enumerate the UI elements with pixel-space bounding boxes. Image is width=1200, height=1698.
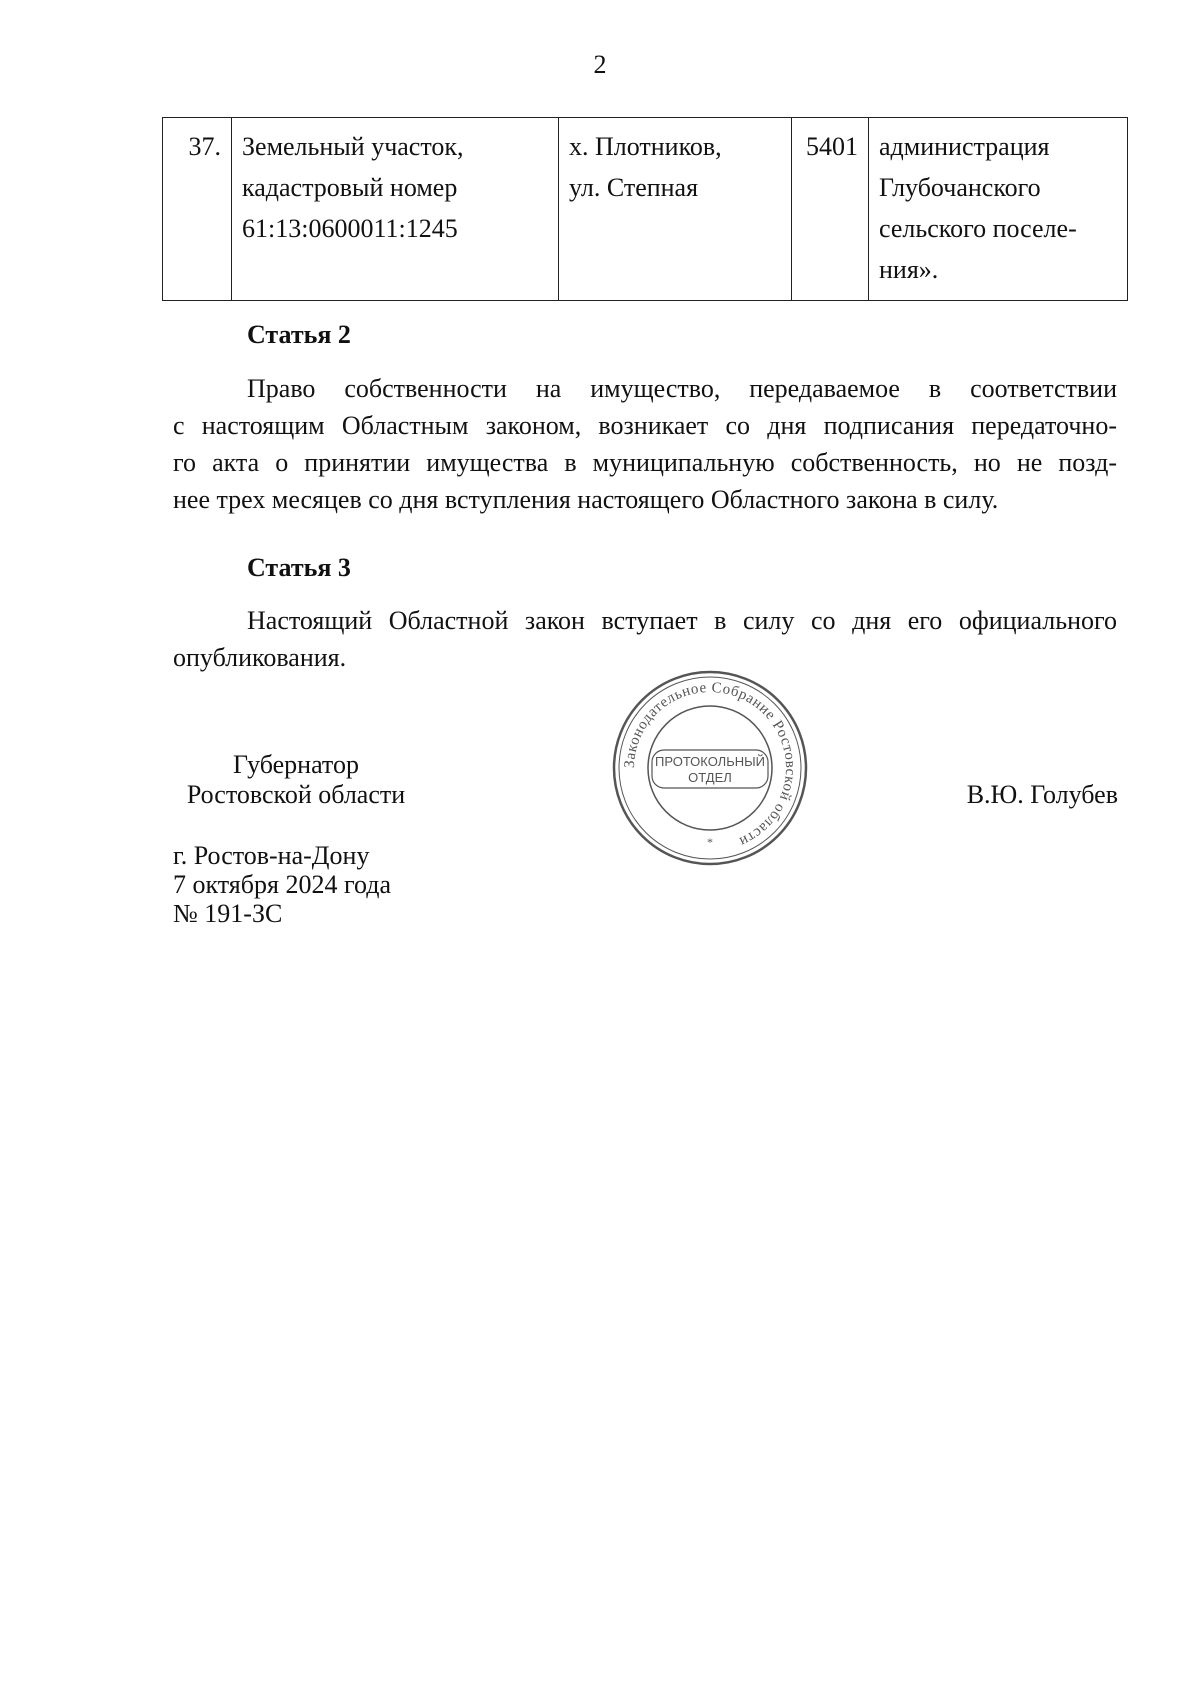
owner-line: ния». — [879, 255, 939, 284]
signatory-name: В.Ю. Голубев — [966, 780, 1118, 809]
owner-line: Глубочанского — [879, 173, 1041, 202]
property-table — [162, 117, 1128, 301]
row-number-cell: 37. — [163, 118, 232, 301]
stamp-ring-text: Законодательное Собрание Ростовской области — [621, 679, 799, 850]
name-line: кадастровый номер — [242, 173, 458, 202]
article-3-body — [173, 602, 1117, 676]
row-owner-cell — [869, 118, 1128, 301]
law-date: 7 октября 2024 года — [173, 870, 391, 899]
protocol-department-stamp — [610, 668, 810, 868]
article-2-line: го акта о принятии имущества в муниципальную собственность, но не позд- — [173, 448, 1117, 477]
page-number: 2 — [593, 50, 607, 79]
article-3-title: Статья 3 — [247, 553, 351, 582]
city: г. Ростов-на-Дону — [173, 841, 370, 870]
law-number: № 191-ЗС — [173, 899, 283, 928]
name-line: 61:13:0600011:1245 — [242, 214, 458, 243]
article-2-line: Право собственности на имущество, передаваемое в соответствии — [247, 374, 1117, 403]
position-line: Губернатор — [233, 750, 359, 779]
owner-line: сельского поселе- — [879, 214, 1077, 243]
row-code-cell: 5401 — [792, 118, 869, 301]
position-line: Ростовской области — [186, 780, 406, 809]
article-2-title: Статья 2 — [247, 320, 351, 349]
stamp-center-line2: ОТДЕЛ — [688, 770, 732, 785]
name-line: Земельный участок, — [242, 132, 464, 161]
owner-line: администрация — [879, 132, 1050, 161]
article-2-line: с настоящим Областным законом, возникает со дня подписания передаточно- — [173, 411, 1117, 440]
article-3-line: Настоящий Областной закон вступает в силу со дня его официального — [247, 606, 1117, 635]
row-address-cell — [559, 118, 792, 301]
address-line: х. Плотников, — [569, 132, 722, 161]
address-line: ул. Степная — [569, 173, 699, 202]
article-2-body — [173, 370, 1117, 518]
stamp-star-icon: * — [707, 835, 713, 849]
row-name-cell — [232, 118, 559, 301]
table-row — [163, 118, 1128, 301]
article-2-line: нее трех месяцев со дня вступления настоящего Областного закона в силу. — [173, 485, 999, 514]
stamp-center-line1: ПРОТОКОЛЬНЫЙ — [654, 754, 766, 769]
article-3-line: опубликования. — [173, 643, 347, 672]
signatory-position — [173, 750, 419, 810]
place-date-number — [173, 841, 391, 928]
